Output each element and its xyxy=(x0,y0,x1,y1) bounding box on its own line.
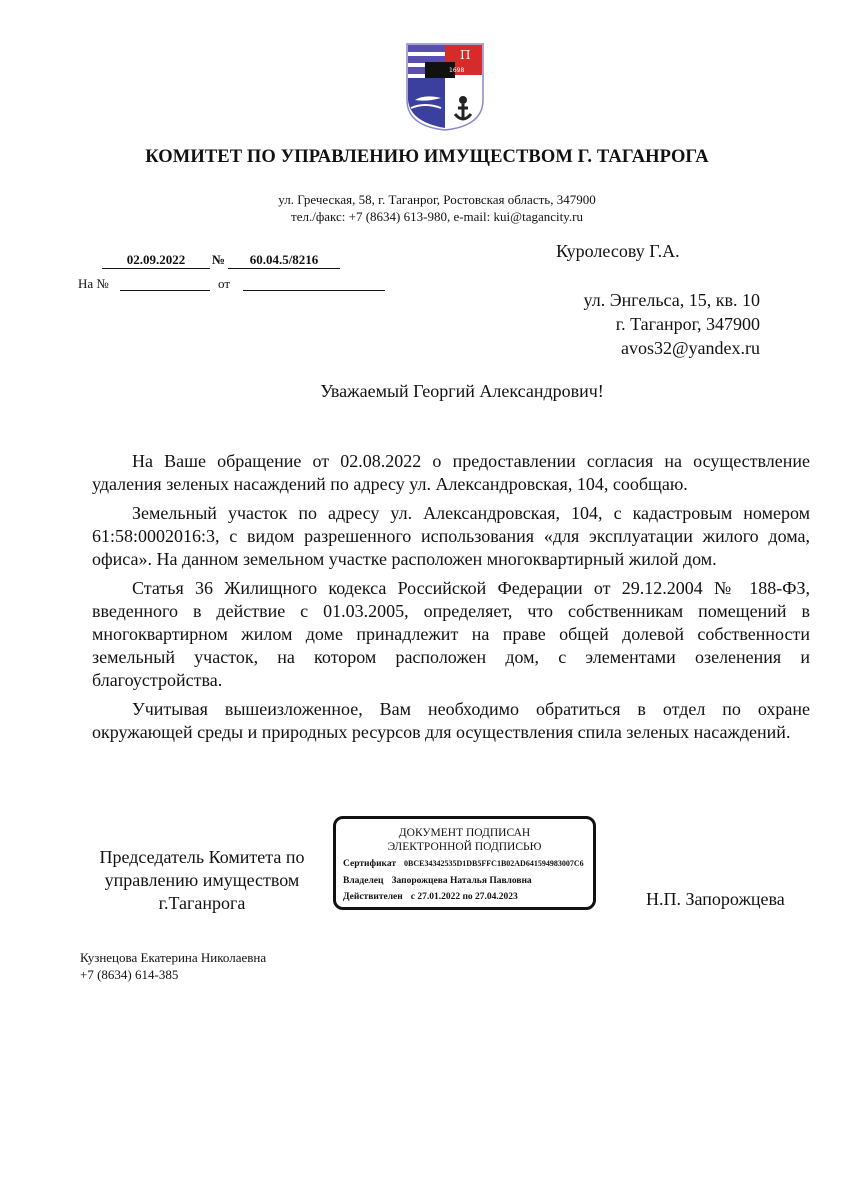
recipient-street: ул. Энгельса, 15, кв. 10 xyxy=(583,290,760,310)
signer-position xyxy=(84,846,320,915)
body-paragraph: Земельный участок по адресу ул. Александровская, 104, с кадастровым номером 61:58:0002016:3, с видом разрешенного использования «для эксплуатации жилого дома, офиса». На данном земельном участке расположен многоквартирный жилой дом. xyxy=(92,503,810,569)
executor-phone: +7 (8634) 614-385 xyxy=(80,967,179,982)
emblem-letter: П xyxy=(460,48,471,62)
organization-title: КОМИТЕТ ПО УПРАВЛЕНИЮ ИМУЩЕСТВОМ Г. ТАГАНРОГА xyxy=(145,147,709,167)
emblem-year: 1698 xyxy=(449,67,465,74)
stamp-certificate-label: Сертификат xyxy=(343,859,397,869)
reference-number-blank xyxy=(120,276,210,291)
registration-number-label: № xyxy=(212,252,226,267)
executor-name: Кузнецова Екатерина Николаевна xyxy=(80,950,267,965)
reference-label: На № xyxy=(78,276,109,291)
contacts-line: тел./факс: +7 (8634) 613-980, e-mail: kui@tagancity.ru xyxy=(291,209,583,224)
body-paragraph: Статья 36 Жилищного кодекса Российской Федерации от 29.12.2004 № 188-ФЗ, введенного в действие с 01.03.2005, определяет, что собственникам помещений в многоквартирном жилом доме принадлежит на праве общей долевой собственности земельный участок, на котором расположен дом, с элементами озеленения и благоустройства. xyxy=(92,578,810,690)
stamp-heading-line: ДОКУМЕНТ ПОДПИСАН xyxy=(398,827,531,839)
taganrog-coat-of-arms-icon xyxy=(405,42,485,132)
organization-address xyxy=(0,191,854,225)
stamp-owner-value: Запорожцева Наталья Павловна xyxy=(391,876,532,886)
stamp-certificate-row xyxy=(343,859,584,869)
signer-position-line: г.Таганрога xyxy=(158,893,246,913)
stamp-validity-label: Действителен xyxy=(343,892,403,902)
body-paragraph: На Ваше обращение от 02.08.2022 о предоставлении согласия на осуществление удаления зеленых насаждений по адресу ул. Александровская, 104, сообщаю. xyxy=(92,451,810,494)
signer-position-line: Председатель Комитета по xyxy=(99,847,305,867)
stamp-validity-value: с 27.01.2022 по 27.04.2023 xyxy=(410,892,518,902)
stamp-heading xyxy=(336,826,593,854)
electronic-signature-stamp xyxy=(333,816,596,910)
body-paragraph: Учитывая вышеизложенное, Вам необходимо обратиться в отдел по охране окружающей среды и природных ресурсов для осуществления спила зеленых насаждений. xyxy=(92,699,810,742)
recipient-city: г. Таганрог, 347900 xyxy=(615,314,760,334)
recipient-email: avos32@yandex.ru xyxy=(620,338,760,358)
registration-date: 02.09.2022 xyxy=(102,252,210,269)
reference-from-label: от xyxy=(218,276,231,291)
letter-body xyxy=(92,450,810,750)
signer-name: Н.П. Запорожцева xyxy=(646,889,785,909)
stamp-validity-row xyxy=(343,892,518,902)
reference-date-blank xyxy=(243,276,385,291)
recipient-name: Куролесову Г.А. xyxy=(556,241,680,261)
address-line: ул. Греческая, 58, г. Таганрог, Ростовская область, 347900 xyxy=(278,192,596,207)
stamp-heading-line: ЭЛЕКТРОННОЙ ПОДПИСЬЮ xyxy=(387,841,542,853)
stamp-certificate-value: 0BCE34342535D1DB5FFC1B02AD641594983007C6 xyxy=(404,859,584,868)
signer-position-line: управлению имуществом xyxy=(104,870,300,890)
executor-info xyxy=(80,949,266,983)
salutation: Уважаемый Георгий Александрович! xyxy=(320,381,604,401)
stamp-owner-label: Владелец xyxy=(343,876,384,886)
recipient-address xyxy=(500,288,760,360)
stamp-owner-row xyxy=(343,876,532,886)
registration-number: 60.04.5/8216 xyxy=(228,252,340,269)
